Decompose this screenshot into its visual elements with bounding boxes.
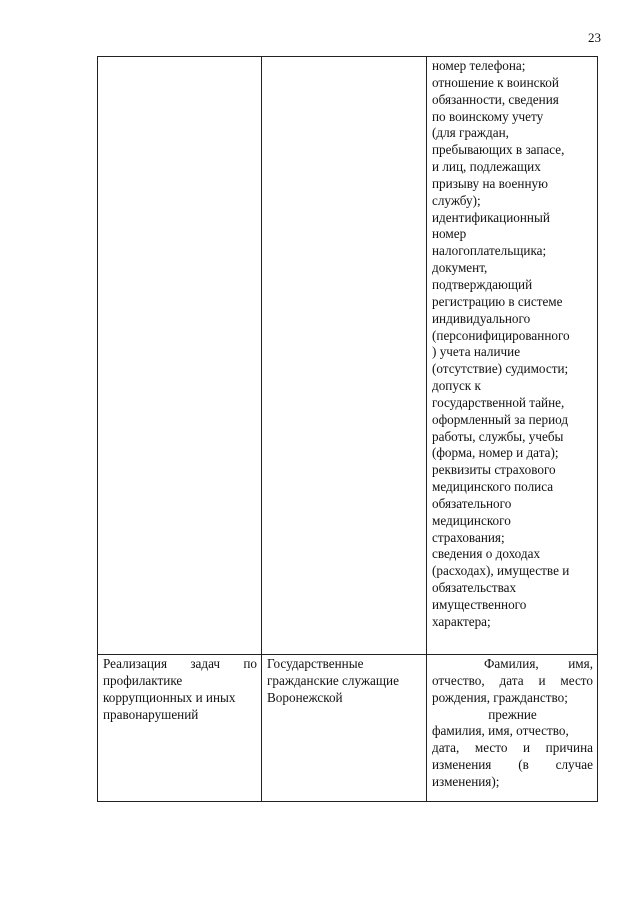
personal-data-line: идентификационный: [432, 209, 550, 225]
personal-data-list: [427, 57, 597, 654]
table-cell-subjects: [262, 655, 427, 802]
personal-data-line: реквизиты страхового: [432, 462, 556, 478]
personal-data-line: номер телефона;: [432, 58, 526, 73]
personal-data-line: Фамилия, имя,: [484, 656, 593, 671]
purpose-line: коррупционных и иных: [103, 689, 236, 705]
subjects-line: гражданские служащие: [267, 672, 399, 688]
personal-data-line: призыву на военную: [432, 175, 548, 191]
personal-data-line: изменения);: [432, 773, 500, 789]
personal-data-line: отчество, дата и место: [432, 672, 593, 688]
personal-data-line: фамилия, имя, отчество,: [432, 723, 569, 739]
purpose-line: Реализация задач по: [103, 656, 257, 671]
personal-data-line: сведения о доходах: [432, 546, 541, 562]
personal-data-line: характера;: [432, 613, 491, 629]
personal-data-line: пребывающих в запасе,: [432, 142, 565, 158]
personal-data-line: (форма, номер и дата);: [432, 445, 559, 461]
personal-data-line: медицинского: [432, 512, 511, 528]
personal-data-line: обязательного: [432, 495, 512, 511]
personal-data-line: изменения (в случае: [432, 757, 593, 773]
personal-data-line: медицинского полиса: [432, 479, 554, 495]
table-row: [98, 57, 598, 655]
personal-data-line: (отсутствие) судимости;: [432, 361, 569, 377]
personal-data-line: обязательствах: [432, 580, 517, 596]
personal-data-line: по воинскому учету: [432, 108, 544, 124]
personal-data-line: (для граждан,: [432, 125, 509, 141]
data-table: [97, 56, 598, 802]
personal-data-line: оформленный за период: [432, 411, 569, 427]
personal-data-line: прежние: [488, 706, 537, 722]
table-cell-personal-data: [427, 57, 598, 655]
personal-data-line: номер: [432, 226, 467, 242]
personal-data-line: регистрацию в системе: [432, 293, 563, 309]
personal-data-line: дата, место и причина: [432, 740, 593, 756]
personal-data-line: страхования;: [432, 529, 505, 545]
personal-data-line: ) учета наличие: [432, 344, 521, 360]
personal-data-line: индивидуального: [432, 310, 531, 326]
subjects-line: Государственные: [267, 656, 364, 671]
purpose-line: правонарушений: [103, 706, 199, 722]
personal-data-line: (персонифицированного: [432, 327, 570, 343]
page-number: 23: [588, 30, 601, 45]
personal-data-line: работы, службы, учебы: [432, 428, 564, 444]
personal-data-line: обязанности, сведения: [432, 91, 559, 107]
personal-data-line: имущественного: [432, 597, 527, 612]
personal-data-line: подтверждающий: [432, 276, 533, 292]
personal-data-line: допуск к: [432, 378, 481, 394]
personal-data-line: службу);: [432, 192, 481, 208]
personal-data-line: государственной тайне,: [432, 394, 565, 410]
table-cell-purpose: [98, 57, 262, 655]
personal-data-line: рождения, гражданство;: [432, 689, 568, 705]
table-row: [98, 655, 598, 802]
purpose-line: профилактике: [103, 672, 183, 688]
subjects-line: Воронежской: [267, 689, 343, 705]
personal-data-line: документ,: [432, 260, 488, 276]
personal-data-line: отношение к воинской: [432, 74, 559, 90]
table-cell-subjects: [262, 57, 427, 655]
personal-data-line: налогоплательщика;: [432, 243, 547, 259]
table-cell-personal-data: [427, 655, 598, 802]
table-cell-purpose: [98, 655, 262, 802]
personal-data-line: (расходах), имуществе и: [432, 563, 570, 579]
personal-data-line: и лиц, подлежащих: [432, 159, 541, 175]
